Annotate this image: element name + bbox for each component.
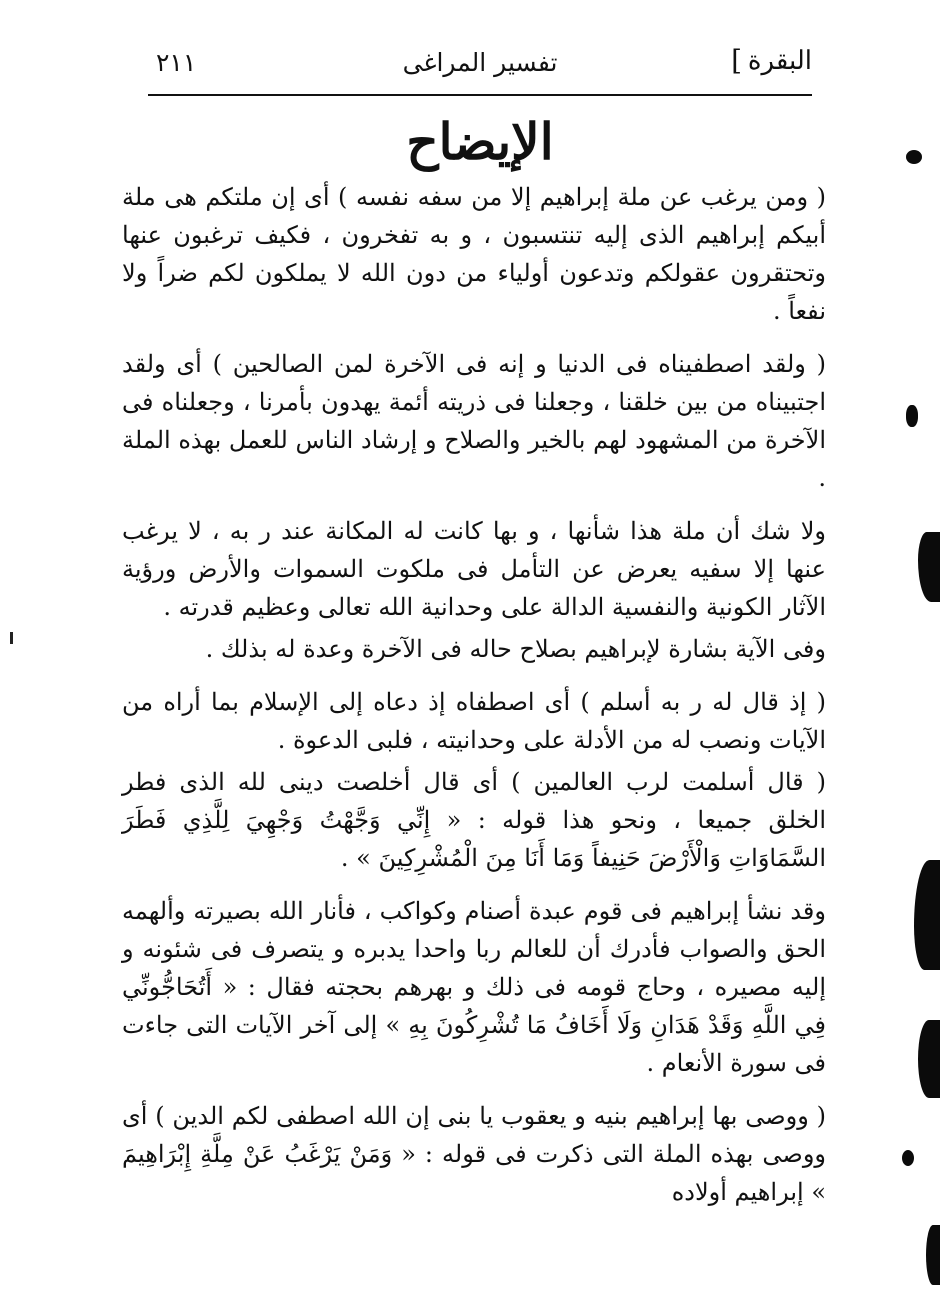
paragraph: وفى الآية بشارة لإبراهيم بصلاح حاله فى الآخرة وعدة له بذلك .	[205, 635, 826, 663]
scan-blot	[926, 1225, 940, 1285]
scan-blot	[914, 860, 940, 970]
header-surah-name: البقرة	[747, 46, 812, 76]
body-text	[122, 178, 826, 1226]
scan-blot	[906, 405, 918, 427]
running-header	[148, 40, 812, 92]
header-book-title: تفسير المراغى	[402, 48, 558, 77]
scan-blot	[918, 1020, 940, 1098]
paragraph: ( ووصى بها إبراهيم بنيه و يعقوب يا بنى إن الله اصطفى لكم الدين ) أى ووصى بهذه الملة التى ذكرت فى قوله : « وَمَنْ يَرْغَبُ عَنْ مِلَّةِ إِبْرَاهِيمَ » إبراهيم أولاده	[122, 1102, 826, 1206]
scan-speck	[10, 632, 13, 644]
paragraph: ( قال أسلمت لرب العالمين ) أى قال أخلصت دينى لله الذى فطر الخلق جميعا ، ونحو هذا قوله : « إِنِّي وَجَّهْتُ وَجْهِيَ لِلَّذِي فَطَرَ السَّمَاوَاتِ وَالْأَرْضَ حَنِيفاً وَمَا أَنَا مِنَ الْمُشْرِكِينَ » .	[122, 768, 826, 872]
scan-blot	[918, 532, 940, 602]
paragraph: ( ولقد اصطفيناه فى الدنيا و إنه فى الآخرة لمن الصالحين ) أى ولقد اجتبيناه من بين خلقنا ، وجعلنا فى ذريته أئمة يهدون بأمرنا ، وجعلناه فى الآخرة من المشهود لهم بالخير والصلاح و إرشاد الناس للعمل بهذه الملة .	[122, 350, 827, 492]
header-page-number: ٢١١	[156, 48, 197, 77]
scan-blot	[906, 150, 922, 164]
scan-blot	[902, 1150, 914, 1166]
paragraph: ( ومن يرغب عن ملة إبراهيم إلا من سفه نفسه ) أى إن ملتكم هى ملة أبيكم إبراهيم الذى إليه تنتسبون ، و به تفخرون ، فكيف ترغبون عنها وتحتقرون عقولكم وتدعون أولياء من دون الله لا يملكون لكم ضراً ولا نفعاً .	[122, 183, 826, 325]
section-heading: الإيضاح	[406, 112, 554, 171]
header-rule	[148, 94, 812, 96]
header-bracket: ]	[731, 44, 742, 77]
paragraph: ولا شك أن ملة هذا شأنها ، و بها كانت له المكانة عند ر به ، لا يرغب عنها إلا سفيه يعرض عن التأمل فى ملكوت السموات والأرض ورؤية الآثار الكونية والنفسية الدالة على وحدانية الله تعالى وعظيم قدرته .	[122, 517, 826, 621]
paragraph: وقد نشأ إبراهيم فى قوم عبدة أصنام وكواكب ، فأنار الله بصيرته وألهمه الحق والصواب فأدرك أن للعالم ربا واحدا يدبره و يتصرف فى شئونه و إليه مصيره ، وحاج قومه فى ذلك و بهرهم بحجته فقال : « أَتُحَاجُّونِّي فِي اللَّهِ وَقَدْ هَدَانِ وَلَا أَخَافُ مَا تُشْرِكُونَ بِهِ » إلى آخر الآيات التى جاءت فى سورة الأنعام .	[122, 897, 826, 1077]
paragraph: ( إذ قال له ر به أسلم ) أى اصطفاه إذ دعاه إلى الإسلام بما أراه من الآيات ونصب له من الأدلة على وحدانيته ، فلبى الدعوة .	[122, 688, 826, 754]
